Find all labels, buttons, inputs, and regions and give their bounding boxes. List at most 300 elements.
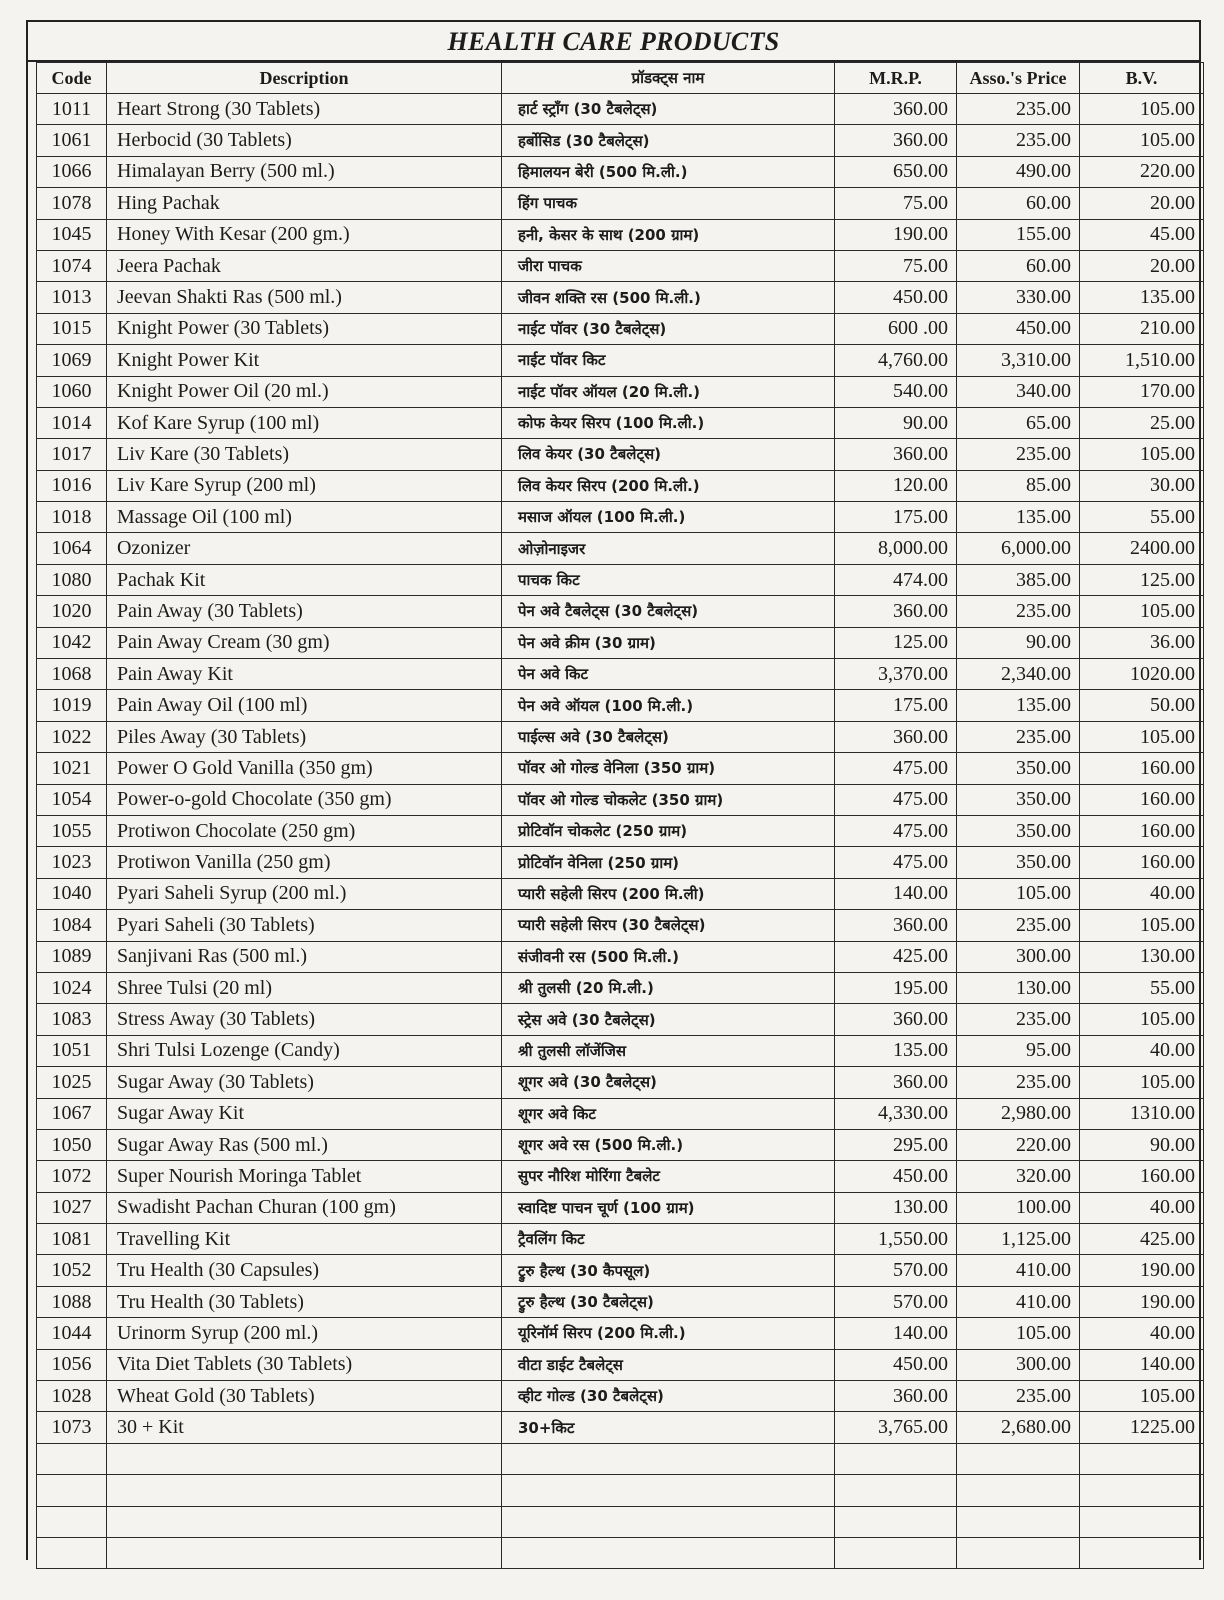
cell-description: Himalayan Berry (500 ml.)	[107, 156, 502, 187]
cell-asso-price: 235.00	[957, 1004, 1080, 1035]
cell-code: 1060	[37, 376, 107, 407]
cell-asso-price: 105.00	[957, 878, 1080, 909]
cell-hindi-name: 30+किट	[502, 1412, 835, 1443]
cell-mrp: 360.00	[835, 721, 957, 752]
cell-asso-price: 85.00	[957, 470, 1080, 501]
cell-asso-price: 350.00	[957, 784, 1080, 815]
cell-mrp: 475.00	[835, 847, 957, 878]
table-row	[37, 627, 1204, 658]
cell-bv: 105.00	[1080, 94, 1204, 125]
cell-hindi-name: हनी, केसर के साथ (200 ग्राम)	[502, 219, 835, 250]
cell-asso-price: 235.00	[957, 596, 1080, 627]
cell-bv: 160.00	[1080, 753, 1204, 784]
cell-hindi-name: जीवन शक्ति रस (500 मि.ली.)	[502, 282, 835, 313]
cell-bv: 105.00	[1080, 125, 1204, 156]
table-row	[37, 219, 1204, 250]
cell-hindi-name: प्यारी सहेली सिरप (200 मि.ली)	[502, 878, 835, 909]
cell-bv: 40.00	[1080, 878, 1204, 909]
cell-bv-empty	[1080, 1475, 1204, 1506]
cell-code: 1080	[37, 564, 107, 595]
cell-asso-price: 60.00	[957, 250, 1080, 281]
cell-bv: 190.00	[1080, 1286, 1204, 1317]
cell-asso-price-empty	[957, 1537, 1080, 1568]
table-row	[37, 1224, 1204, 1255]
cell-asso-price: 490.00	[957, 156, 1080, 187]
cell-asso-price: 235.00	[957, 721, 1080, 752]
cell-description: Pachak Kit	[107, 564, 502, 595]
cell-asso-price: 235.00	[957, 910, 1080, 941]
cell-description: 30 + Kit	[107, 1412, 502, 1443]
cell-asso-price: 2,680.00	[957, 1412, 1080, 1443]
cell-hindi-name: पॉवर ओ गोल्ड वेनिला (350 ग्राम)	[502, 753, 835, 784]
cell-code: 1050	[37, 1129, 107, 1160]
cell-description: Super Nourish Moringa Tablet	[107, 1161, 502, 1192]
cell-mrp: 175.00	[835, 690, 957, 721]
cell-mrp-empty	[835, 1475, 957, 1506]
cell-description: Honey With Kesar (200 gm.)	[107, 219, 502, 250]
cell-code: 1067	[37, 1098, 107, 1129]
cell-hindi-name: शूगर अवे किट	[502, 1098, 835, 1129]
page-title: HEALTH CARE PRODUCTS	[28, 22, 1199, 62]
cell-asso-price: 135.00	[957, 690, 1080, 721]
cell-code: 1019	[37, 690, 107, 721]
cell-mrp: 360.00	[835, 125, 957, 156]
table-row	[37, 407, 1204, 438]
table-row	[37, 1098, 1204, 1129]
cell-code: 1023	[37, 847, 107, 878]
cell-asso-price: 235.00	[957, 125, 1080, 156]
cell-asso-price: 65.00	[957, 407, 1080, 438]
cell-bv: 210.00	[1080, 313, 1204, 344]
cell-mrp: 75.00	[835, 188, 957, 219]
cell-hindi-name: हिंग पाचक	[502, 188, 835, 219]
cell-bv: 130.00	[1080, 941, 1204, 972]
blank-row	[37, 1506, 1204, 1537]
cell-description: Power O Gold Vanilla (350 gm)	[107, 753, 502, 784]
cell-bv: 1310.00	[1080, 1098, 1204, 1129]
cell-description: Pyari Saheli Syrup (200 ml.)	[107, 878, 502, 909]
table-row	[37, 753, 1204, 784]
cell-hindi-name: लिव केयर (30 टैबलेट्स)	[502, 439, 835, 470]
table-row	[37, 250, 1204, 281]
cell-description: Power-o-gold Chocolate (350 gm)	[107, 784, 502, 815]
cell-bv: 125.00	[1080, 564, 1204, 595]
cell-description: Sanjivani Ras (500 ml.)	[107, 941, 502, 972]
cell-asso-price: 350.00	[957, 847, 1080, 878]
cell-bv: 170.00	[1080, 376, 1204, 407]
cell-description: Urinorm Syrup (200 ml.)	[107, 1318, 502, 1349]
cell-description: Tru Health (30 Tablets)	[107, 1286, 502, 1317]
cell-mrp: 450.00	[835, 1349, 957, 1380]
cell-description: Kof Kare Syrup (100 ml)	[107, 407, 502, 438]
cell-code: 1011	[37, 94, 107, 125]
cell-asso-price: 410.00	[957, 1255, 1080, 1286]
cell-mrp: 425.00	[835, 941, 957, 972]
cell-bv: 160.00	[1080, 847, 1204, 878]
cell-code: 1045	[37, 219, 107, 250]
table-row	[37, 1318, 1204, 1349]
cell-mrp: 540.00	[835, 376, 957, 407]
cell-asso-price: 100.00	[957, 1192, 1080, 1223]
cell-code: 1018	[37, 502, 107, 533]
cell-mrp: 4,760.00	[835, 345, 957, 376]
cell-hindi-name: पेन अवे ऑयल (100 मि.ली.)	[502, 690, 835, 721]
cell-mrp: 570.00	[835, 1255, 957, 1286]
cell-hindi-name: कोफ केयर सिरप (100 मि.ली.)	[502, 407, 835, 438]
cell-code: 1073	[37, 1412, 107, 1443]
cell-code: 1017	[37, 439, 107, 470]
cell-description: Sugar Away (30 Tablets)	[107, 1067, 502, 1098]
cell-hindi-name: पॉवर ओ गोल्ड चोकलेट (350 ग्राम)	[502, 784, 835, 815]
cell-mrp: 135.00	[835, 1035, 957, 1066]
table-row	[37, 1161, 1204, 1192]
cell-bv: 2400.00	[1080, 533, 1204, 564]
cell-hindi-name-empty	[502, 1443, 835, 1474]
cell-mrp-empty	[835, 1443, 957, 1474]
cell-code: 1069	[37, 345, 107, 376]
cell-mrp: 75.00	[835, 250, 957, 281]
cell-asso-price: 385.00	[957, 564, 1080, 595]
cell-description: Wheat Gold (30 Tablets)	[107, 1381, 502, 1412]
price-list-sheet	[26, 20, 1201, 1560]
header-mrp: M.R.P.	[835, 63, 957, 94]
cell-hindi-name: वीटा डाईट टैबलेट्स	[502, 1349, 835, 1380]
cell-mrp: 3,765.00	[835, 1412, 957, 1443]
cell-hindi-name: हर्बोसिड (30 टैबलेट्स)	[502, 125, 835, 156]
cell-bv: 20.00	[1080, 250, 1204, 281]
cell-hindi-name: नाईट पॉवर (30 टैबलेट्स)	[502, 313, 835, 344]
cell-hindi-name: प्रोटिवॉन वेनिला (250 ग्राम)	[502, 847, 835, 878]
cell-mrp: 360.00	[835, 439, 957, 470]
cell-code: 1084	[37, 910, 107, 941]
cell-bv: 40.00	[1080, 1192, 1204, 1223]
cell-mrp: 140.00	[835, 878, 957, 909]
cell-bv: 105.00	[1080, 1004, 1204, 1035]
cell-asso-price: 95.00	[957, 1035, 1080, 1066]
cell-mrp: 360.00	[835, 910, 957, 941]
cell-asso-price-empty	[957, 1475, 1080, 1506]
cell-mrp: 8,000.00	[835, 533, 957, 564]
cell-hindi-name: पाचक किट	[502, 564, 835, 595]
cell-hindi-name: ट्रुरु हैल्थ (30 टैबलेट्स)	[502, 1286, 835, 1317]
cell-hindi-name-empty	[502, 1537, 835, 1568]
table-row	[37, 125, 1204, 156]
cell-mrp: 120.00	[835, 470, 957, 501]
cell-mrp: 570.00	[835, 1286, 957, 1317]
cell-asso-price: 350.00	[957, 815, 1080, 846]
cell-asso-price: 155.00	[957, 219, 1080, 250]
cell-mrp: 130.00	[835, 1192, 957, 1223]
cell-description: Jeevan Shakti Ras (500 ml.)	[107, 282, 502, 313]
cell-bv: 105.00	[1080, 1381, 1204, 1412]
cell-hindi-name: यूरिनॉर्म सिरप (200 मि.ली.)	[502, 1318, 835, 1349]
cell-bv: 160.00	[1080, 815, 1204, 846]
cell-code: 1061	[37, 125, 107, 156]
cell-code: 1056	[37, 1349, 107, 1380]
cell-description: Tru Health (30 Capsules)	[107, 1255, 502, 1286]
cell-hindi-name: शूगर अवे रस (500 मि.ली.)	[502, 1129, 835, 1160]
cell-description: Herbocid (30 Tablets)	[107, 125, 502, 156]
cell-hindi-name: स्वादिष्ट पाचन चूर्ण (100 ग्राम)	[502, 1192, 835, 1223]
table-row	[37, 847, 1204, 878]
cell-asso-price: 135.00	[957, 502, 1080, 533]
cell-asso-price: 450.00	[957, 313, 1080, 344]
cell-mrp: 360.00	[835, 94, 957, 125]
table-row	[37, 313, 1204, 344]
cell-description-empty	[107, 1537, 502, 1568]
cell-description: Hing Pachak	[107, 188, 502, 219]
cell-bv: 90.00	[1080, 1129, 1204, 1160]
cell-asso-price: 2,340.00	[957, 659, 1080, 690]
cell-mrp: 450.00	[835, 282, 957, 313]
header-bv: B.V.	[1080, 63, 1204, 94]
cell-hindi-name: ट्रुरु हैल्थ (30 कैपसूल)	[502, 1255, 835, 1286]
cell-code: 1066	[37, 156, 107, 187]
cell-mrp: 3,370.00	[835, 659, 957, 690]
table-row	[37, 1381, 1204, 1412]
cell-description: Pain Away Cream (30 gm)	[107, 627, 502, 658]
cell-mrp: 475.00	[835, 784, 957, 815]
cell-hindi-name-empty	[502, 1506, 835, 1537]
cell-asso-price: 3,310.00	[957, 345, 1080, 376]
cell-description: Travelling Kit	[107, 1224, 502, 1255]
table-row	[37, 1129, 1204, 1160]
cell-hindi-name-empty	[502, 1475, 835, 1506]
cell-hindi-name: प्रोटिवॉन चोकलेट (250 ग्राम)	[502, 815, 835, 846]
cell-bv: 20.00	[1080, 188, 1204, 219]
cell-bv: 425.00	[1080, 1224, 1204, 1255]
cell-code: 1016	[37, 470, 107, 501]
cell-asso-price: 350.00	[957, 753, 1080, 784]
cell-mrp: 4,330.00	[835, 1098, 957, 1129]
cell-hindi-name: श्री तुलसी (20 मि.ली.)	[502, 972, 835, 1003]
table-row	[37, 282, 1204, 313]
cell-hindi-name: प्यारी सहेली सिरप (30 टैबलेट्स)	[502, 910, 835, 941]
cell-description-empty	[107, 1443, 502, 1474]
cell-asso-price: 130.00	[957, 972, 1080, 1003]
cell-code-empty	[37, 1475, 107, 1506]
table-row	[37, 1004, 1204, 1035]
cell-hindi-name: पेन अवे टैबलेट्स (30 टैबलेट्स)	[502, 596, 835, 627]
cell-code: 1024	[37, 972, 107, 1003]
cell-mrp: 360.00	[835, 1004, 957, 1035]
table-row	[37, 94, 1204, 125]
header-description: Description	[107, 63, 502, 94]
table-header	[37, 63, 1204, 94]
cell-code: 1055	[37, 815, 107, 846]
table-row	[37, 502, 1204, 533]
cell-hindi-name: मसाज ऑयल (100 मि.ली.)	[502, 502, 835, 533]
cell-bv-empty	[1080, 1443, 1204, 1474]
cell-code: 1042	[37, 627, 107, 658]
cell-description: Pain Away Kit	[107, 659, 502, 690]
table-row	[37, 972, 1204, 1003]
cell-description: Shri Tulsi Lozenge (Candy)	[107, 1035, 502, 1066]
cell-mrp: 450.00	[835, 1161, 957, 1192]
cell-description: Pain Away Oil (100 ml)	[107, 690, 502, 721]
cell-description: Piles Away (30 Tablets)	[107, 721, 502, 752]
cell-hindi-name: सुपर नौरिश मोरिंगा टैबलेट	[502, 1161, 835, 1192]
cell-code: 1089	[37, 941, 107, 972]
cell-mrp: 140.00	[835, 1318, 957, 1349]
table-row	[37, 596, 1204, 627]
cell-hindi-name: लिव केयर सिरप (200 मि.ली.)	[502, 470, 835, 501]
cell-bv: 1020.00	[1080, 659, 1204, 690]
cell-description: Jeera Pachak	[107, 250, 502, 281]
cell-code: 1020	[37, 596, 107, 627]
cell-description: Liv Kare (30 Tablets)	[107, 439, 502, 470]
table-row	[37, 659, 1204, 690]
cell-code: 1072	[37, 1161, 107, 1192]
table-row	[37, 1035, 1204, 1066]
table-row	[37, 784, 1204, 815]
table-row	[37, 1255, 1204, 1286]
cell-code: 1081	[37, 1224, 107, 1255]
cell-asso-price: 235.00	[957, 94, 1080, 125]
cell-hindi-name: नाईट पॉवर ऑयल (20 मि.ली.)	[502, 376, 835, 407]
cell-bv: 135.00	[1080, 282, 1204, 313]
cell-description: Stress Away (30 Tablets)	[107, 1004, 502, 1035]
cell-description: Pain Away (30 Tablets)	[107, 596, 502, 627]
cell-code-empty	[37, 1506, 107, 1537]
cell-hindi-name: जीरा पाचक	[502, 250, 835, 281]
cell-description: Swadisht Pachan Churan (100 gm)	[107, 1192, 502, 1223]
cell-code: 1083	[37, 1004, 107, 1035]
table-row	[37, 690, 1204, 721]
cell-hindi-name: ट्रैवलिंग किट	[502, 1224, 835, 1255]
cell-hindi-name: ओज़ोनाइजर	[502, 533, 835, 564]
cell-description: Ozonizer	[107, 533, 502, 564]
cell-asso-price: 90.00	[957, 627, 1080, 658]
cell-asso-price-empty	[957, 1443, 1080, 1474]
cell-mrp: 195.00	[835, 972, 957, 1003]
header-hindi-name: प्रॉडक्ट्स नाम	[502, 63, 835, 94]
cell-description-empty	[107, 1506, 502, 1537]
cell-bv: 55.00	[1080, 972, 1204, 1003]
cell-code: 1051	[37, 1035, 107, 1066]
cell-bv: 160.00	[1080, 784, 1204, 815]
cell-description: Pyari Saheli (30 Tablets)	[107, 910, 502, 941]
cell-bv: 105.00	[1080, 910, 1204, 941]
cell-description: Protiwon Vanilla (250 gm)	[107, 847, 502, 878]
cell-hindi-name: शूगर अवे (30 टैबलेट्स)	[502, 1067, 835, 1098]
table-row	[37, 439, 1204, 470]
cell-description: Knight Power Kit	[107, 345, 502, 376]
table-row	[37, 1067, 1204, 1098]
cell-code: 1068	[37, 659, 107, 690]
cell-code-empty	[37, 1443, 107, 1474]
cell-mrp: 190.00	[835, 219, 957, 250]
cell-description: Heart Strong (30 Tablets)	[107, 94, 502, 125]
cell-hindi-name: संजीवनी रस (500 मि.ली.)	[502, 941, 835, 972]
cell-asso-price: 105.00	[957, 1318, 1080, 1349]
table-row	[37, 878, 1204, 909]
cell-bv: 36.00	[1080, 627, 1204, 658]
cell-bv: 160.00	[1080, 1161, 1204, 1192]
cell-mrp: 175.00	[835, 502, 957, 533]
cell-mrp: 125.00	[835, 627, 957, 658]
table-row	[37, 721, 1204, 752]
table-row	[37, 533, 1204, 564]
table-row	[37, 376, 1204, 407]
table-row	[37, 941, 1204, 972]
cell-description: Sugar Away Kit	[107, 1098, 502, 1129]
cell-description-empty	[107, 1475, 502, 1506]
cell-mrp: 475.00	[835, 815, 957, 846]
cell-hindi-name: नाईट पॉवर किट	[502, 345, 835, 376]
blank-row	[37, 1443, 1204, 1474]
header-code: Code	[37, 63, 107, 94]
cell-asso-price: 330.00	[957, 282, 1080, 313]
cell-bv: 140.00	[1080, 1349, 1204, 1380]
table-row	[37, 1349, 1204, 1380]
cell-code: 1074	[37, 250, 107, 281]
cell-code: 1054	[37, 784, 107, 815]
cell-code: 1028	[37, 1381, 107, 1412]
cell-bv: 25.00	[1080, 407, 1204, 438]
cell-bv: 105.00	[1080, 721, 1204, 752]
table-row	[37, 156, 1204, 187]
cell-asso-price: 235.00	[957, 1381, 1080, 1412]
cell-hindi-name: पाईल्स अवे (30 टैबलेट्स)	[502, 721, 835, 752]
cell-description: Shree Tulsi (20 ml)	[107, 972, 502, 1003]
cell-code: 1025	[37, 1067, 107, 1098]
table-row	[37, 345, 1204, 376]
table-row	[37, 564, 1204, 595]
header-row	[37, 63, 1204, 94]
cell-mrp: 600 .00	[835, 313, 957, 344]
cell-asso-price: 6,000.00	[957, 533, 1080, 564]
products-table	[36, 62, 1204, 1569]
cell-bv-empty	[1080, 1537, 1204, 1568]
cell-mrp: 90.00	[835, 407, 957, 438]
table-row	[37, 815, 1204, 846]
cell-description: Massage Oil (100 ml)	[107, 502, 502, 533]
cell-mrp: 474.00	[835, 564, 957, 595]
blank-row	[37, 1475, 1204, 1506]
cell-code: 1022	[37, 721, 107, 752]
cell-hindi-name: श्री तुलसी लॉजेंजिस	[502, 1035, 835, 1066]
cell-code: 1014	[37, 407, 107, 438]
cell-code: 1027	[37, 1192, 107, 1223]
cell-code: 1052	[37, 1255, 107, 1286]
cell-mrp: 360.00	[835, 596, 957, 627]
cell-hindi-name: हिमालयन बेरी (500 मि.ली.)	[502, 156, 835, 187]
table-row	[37, 1412, 1204, 1443]
cell-mrp: 475.00	[835, 753, 957, 784]
cell-description: Liv Kare Syrup (200 ml)	[107, 470, 502, 501]
cell-description: Vita Diet Tablets (30 Tablets)	[107, 1349, 502, 1380]
cell-mrp: 360.00	[835, 1067, 957, 1098]
cell-code: 1088	[37, 1286, 107, 1317]
cell-asso-price: 235.00	[957, 439, 1080, 470]
table-row	[37, 1286, 1204, 1317]
cell-bv: 190.00	[1080, 1255, 1204, 1286]
header-asso-price: Asso.'s Price	[957, 63, 1080, 94]
cell-description: Sugar Away Ras (500 ml.)	[107, 1129, 502, 1160]
cell-asso-price: 2,980.00	[957, 1098, 1080, 1129]
cell-hindi-name: स्ट्रेस अवे (30 टैबलेट्स)	[502, 1004, 835, 1035]
blank-row	[37, 1537, 1204, 1568]
cell-bv: 105.00	[1080, 439, 1204, 470]
cell-hindi-name: व्हीट गोल्ड (30 टैबलेट्स)	[502, 1381, 835, 1412]
cell-mrp-empty	[835, 1506, 957, 1537]
cell-asso-price: 340.00	[957, 376, 1080, 407]
cell-asso-price: 1,125.00	[957, 1224, 1080, 1255]
cell-asso-price: 60.00	[957, 188, 1080, 219]
cell-asso-price-empty	[957, 1506, 1080, 1537]
table-row	[37, 470, 1204, 501]
